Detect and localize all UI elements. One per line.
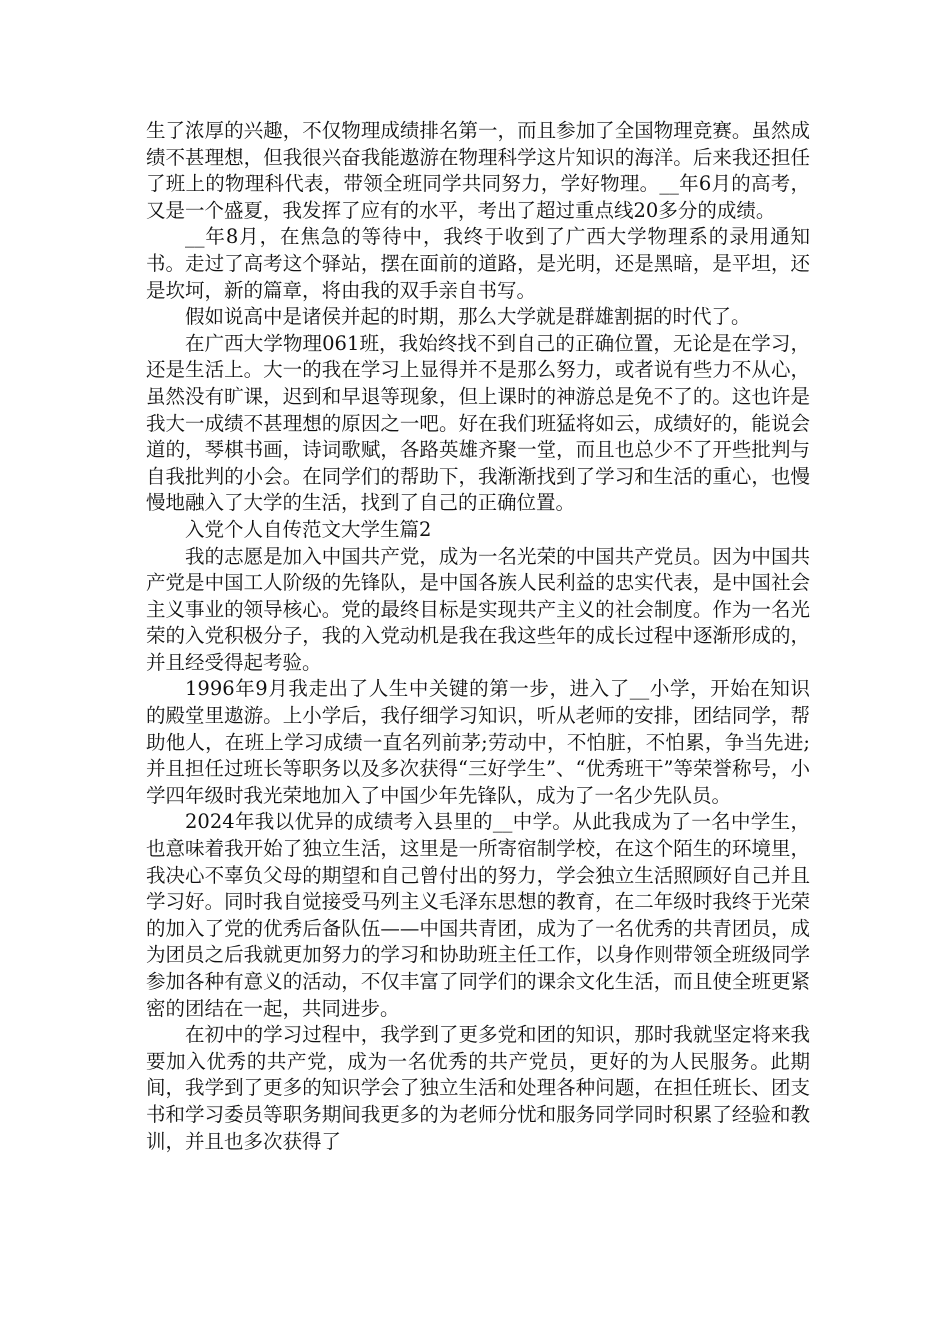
paragraph-7: 2024年我以优异的成绩考入县里的__中学。从此我成为了一名中学生，也意味着我开始了独立生活，这里是一所寄宿制学校，在这个陌生的环境里，我决心不辜负父母的期望和自己曾付出的努力，学会独立生活照顾好自己并且学习好。同时我自觉接受马列主义毛泽东思想的教育，在二年级时我终于光荣的加入了党的优秀后备队伍——中国共青团，成为了一名优秀的共青团员，成为团员之后我就更加努力的学习和协助班主任工作，以身作则带领全班级同学参加各种有意义的活动，不仅丰富了同学们的课余文化生活，而且使全班更紧密的团结在一起，共同进步。 — [146, 810, 810, 1020]
paragraph-1: 生了浓厚的兴趣，不仅物理成绩排名第一，而且参加了全国物理竞赛。虽然成绩不甚理想，但我很兴奋我能遨游在物理科学这片知识的海洋。后来我还担任了班上的物理科代表，带领全班同学共同努力，学好物理。__年6月的高考，又是一个盛夏，我发挥了应有的水平，考出了超过重点线20多分的成绩。 — [146, 119, 810, 222]
document-body — [146, 118, 810, 1155]
paragraph-4: 在广西大学物理061班，我始终找不到自己的正确位置，无论是在学习，还是生活上。大一的我在学习上显得并不是那么努力，或者说有些力不从心，虽然没有旷课，迟到和早退等现象，但上课时的神游总是免不了的。这也许是我大一成绩不甚理想的原因之一吧。好在我们班猛将如云，成绩好的，能说会道的，琴棋书画，诗词歌赋，各路英雄齐聚一堂，而且也总少不了开些批判与自我批判的小会。在同学们的帮助下，我渐渐找到了学习和生活的重心，也慢慢地融入了大学的生活，找到了自己的正确位置。 — [146, 331, 810, 515]
paragraph-6: 1996年9月我走出了人生中关键的第一步，进入了__小学，开始在知识的殿堂里遨游。上小学后，我仔细学习知识，听从老师的安排，团结同学，帮助他人，在班上学习成绩一直名列前茅;劳动中，不怕脏，不怕累，争当先进;并且担任过班长等职务以及多次获得“三好学生”、“优秀班干”等荣誉称号，小学四年级时我光荣地加入了中国少年先锋队，成为了一名少先队员。 — [146, 677, 810, 807]
paragraph-5: 我的志愿是加入中国共产党，成为一名光荣的中国共产党员。因为中国共产党是中国工人阶级的先锋队，是中国各族人民利益的忠实代表，是中国社会主义事业的领导核心。党的最终目标是实现共产主义的社会制度。作为一名光荣的入党积极分子，我的入党动机是我在我这些年的成长过程中逐渐形成的，并且经受得起考验。 — [146, 544, 810, 674]
paragraph-2: __年8月，在焦急的等待中，我终于收到了广西大学物理系的录用通知书。走过了高考这个驿站，摆在面前的道路，是光明，还是黑暗，是平坦，还是坎坷，新的篇章，将由我的双手亲自书写。 — [146, 225, 810, 302]
section-heading: 入党个人自传范文大学生篇2 — [185, 517, 432, 541]
paragraph-8: 在初中的学习过程中，我学到了更多党和团的知识，那时我就坚定将来我要加入优秀的共产党，成为一名优秀的共产党员，更好的为人民服务。此期间，我学到了更多的知识学会了独立生活和处理各种问题，在担任班长、团支书和学习委员等职务期间我更多的为老师分忧和服务同学同时积累了经验和教训，并且也多次获得了 — [146, 1023, 810, 1153]
paragraph-3: 假如说高中是诸侯并起的时期，那么大学就是群雄割据的时代了。 — [185, 305, 751, 329]
